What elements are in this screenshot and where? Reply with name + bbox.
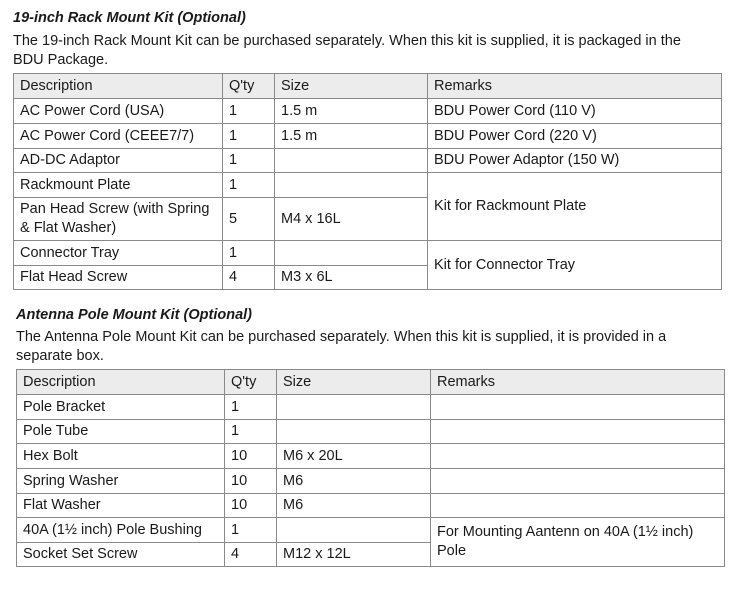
table-row	[17, 469, 725, 494]
cell-remarks	[431, 469, 725, 494]
cell-description: Pole Tube	[17, 420, 225, 444]
cell-description: Connector Tray	[14, 241, 223, 266]
cell-description: Flat Head Screw	[14, 266, 223, 290]
cell-description: AC Power Cord (USA)	[14, 99, 223, 124]
cell-qty: 1	[225, 395, 277, 420]
cell-qty: 1	[225, 518, 277, 543]
cell-qty: 10	[225, 469, 277, 494]
table-row	[14, 241, 722, 266]
cell-size: M6 x 20L	[277, 444, 431, 469]
cell-remarks: Kit for Connector Tray	[428, 241, 722, 290]
cell-qty: 1	[223, 149, 275, 173]
cell-description: AC Power Cord (CEEE7/7)	[14, 124, 223, 149]
rack-kit-description: The 19-inch Rack Mount Kit can be purchased separately. When this kit is supplied, it is packaged in the BDU Package.	[13, 33, 681, 68]
cell-remarks: BDU Power Cord (110 V)	[428, 99, 722, 124]
header-size: Size	[277, 370, 431, 395]
header-remarks: Remarks	[431, 370, 725, 395]
cell-size: M6	[277, 469, 431, 494]
cell-remarks	[431, 420, 725, 444]
table-header-row	[14, 74, 722, 99]
cell-size	[275, 149, 428, 173]
cell-qty: 4	[223, 266, 275, 290]
header-size: Size	[275, 74, 428, 99]
table-row	[17, 444, 725, 469]
pole-kit-table	[16, 369, 725, 567]
cell-description: Socket Set Screw	[17, 543, 225, 567]
cell-remarks: Kit for Rackmount Plate	[428, 173, 722, 241]
header-description: Description	[17, 370, 225, 395]
cell-size	[275, 173, 428, 198]
cell-size	[275, 241, 428, 266]
header-qty: Q'ty	[225, 370, 277, 395]
cell-remarks: For Mounting Aantenn on 40A (1½ inch) Pole	[431, 518, 725, 567]
cell-size: 1.5 m	[275, 124, 428, 149]
table-row	[17, 395, 725, 420]
table-row	[14, 149, 722, 173]
cell-qty: 1	[225, 420, 277, 444]
cell-size: 1.5 m	[275, 99, 428, 124]
cell-description: Pole Bracket	[17, 395, 225, 420]
table-header-row	[17, 370, 725, 395]
cell-description: Pan Head Screw (with Spring & Flat Washer)	[14, 198, 223, 241]
cell-description: AD-DC Adaptor	[14, 149, 223, 173]
cell-remarks	[431, 444, 725, 469]
cell-qty: 1	[223, 99, 275, 124]
table-row	[17, 518, 725, 543]
cell-description: 40A (1½ inch) Pole Bushing	[17, 518, 225, 543]
cell-qty: 10	[225, 494, 277, 518]
cell-size: M3 x 6L	[275, 266, 428, 290]
header-remarks: Remarks	[428, 74, 722, 99]
cell-qty: 5	[223, 198, 275, 241]
cell-description: Hex Bolt	[17, 444, 225, 469]
cell-remarks: BDU Power Cord (220 V)	[428, 124, 722, 149]
cell-qty: 1	[223, 173, 275, 198]
pole-kit-title: Antenna Pole Mount Kit (Optional)	[16, 307, 253, 323]
cell-size: M6	[277, 494, 431, 518]
table-row	[17, 420, 725, 444]
header-qty: Q'ty	[223, 74, 275, 99]
table-row	[14, 124, 722, 149]
cell-description: Rackmount Plate	[14, 173, 223, 198]
cell-qty: 1	[223, 241, 275, 266]
cell-remarks: BDU Power Adaptor (150 W)	[428, 149, 722, 173]
rack-kit-title: 19-inch Rack Mount Kit (Optional)	[13, 10, 246, 26]
cell-size: M4 x 16L	[275, 198, 428, 241]
cell-remarks	[431, 395, 725, 420]
cell-qty: 10	[225, 444, 277, 469]
cell-size	[277, 420, 431, 444]
cell-description: Flat Washer	[17, 494, 225, 518]
cell-size: M12 x 12L	[277, 543, 431, 567]
table-row	[14, 99, 722, 124]
cell-description: Spring Washer	[17, 469, 225, 494]
table-row	[17, 494, 725, 518]
header-description: Description	[14, 74, 223, 99]
pole-kit-description: The Antenna Pole Mount Kit can be purchased separately. When this kit is supplied, it is provided in a separate box.	[16, 329, 667, 364]
rack-kit-table	[13, 73, 722, 290]
cell-size	[277, 518, 431, 543]
cell-qty: 4	[225, 543, 277, 567]
table-row	[14, 173, 722, 198]
cell-qty: 1	[223, 124, 275, 149]
cell-size	[277, 395, 431, 420]
cell-remarks	[431, 494, 725, 518]
